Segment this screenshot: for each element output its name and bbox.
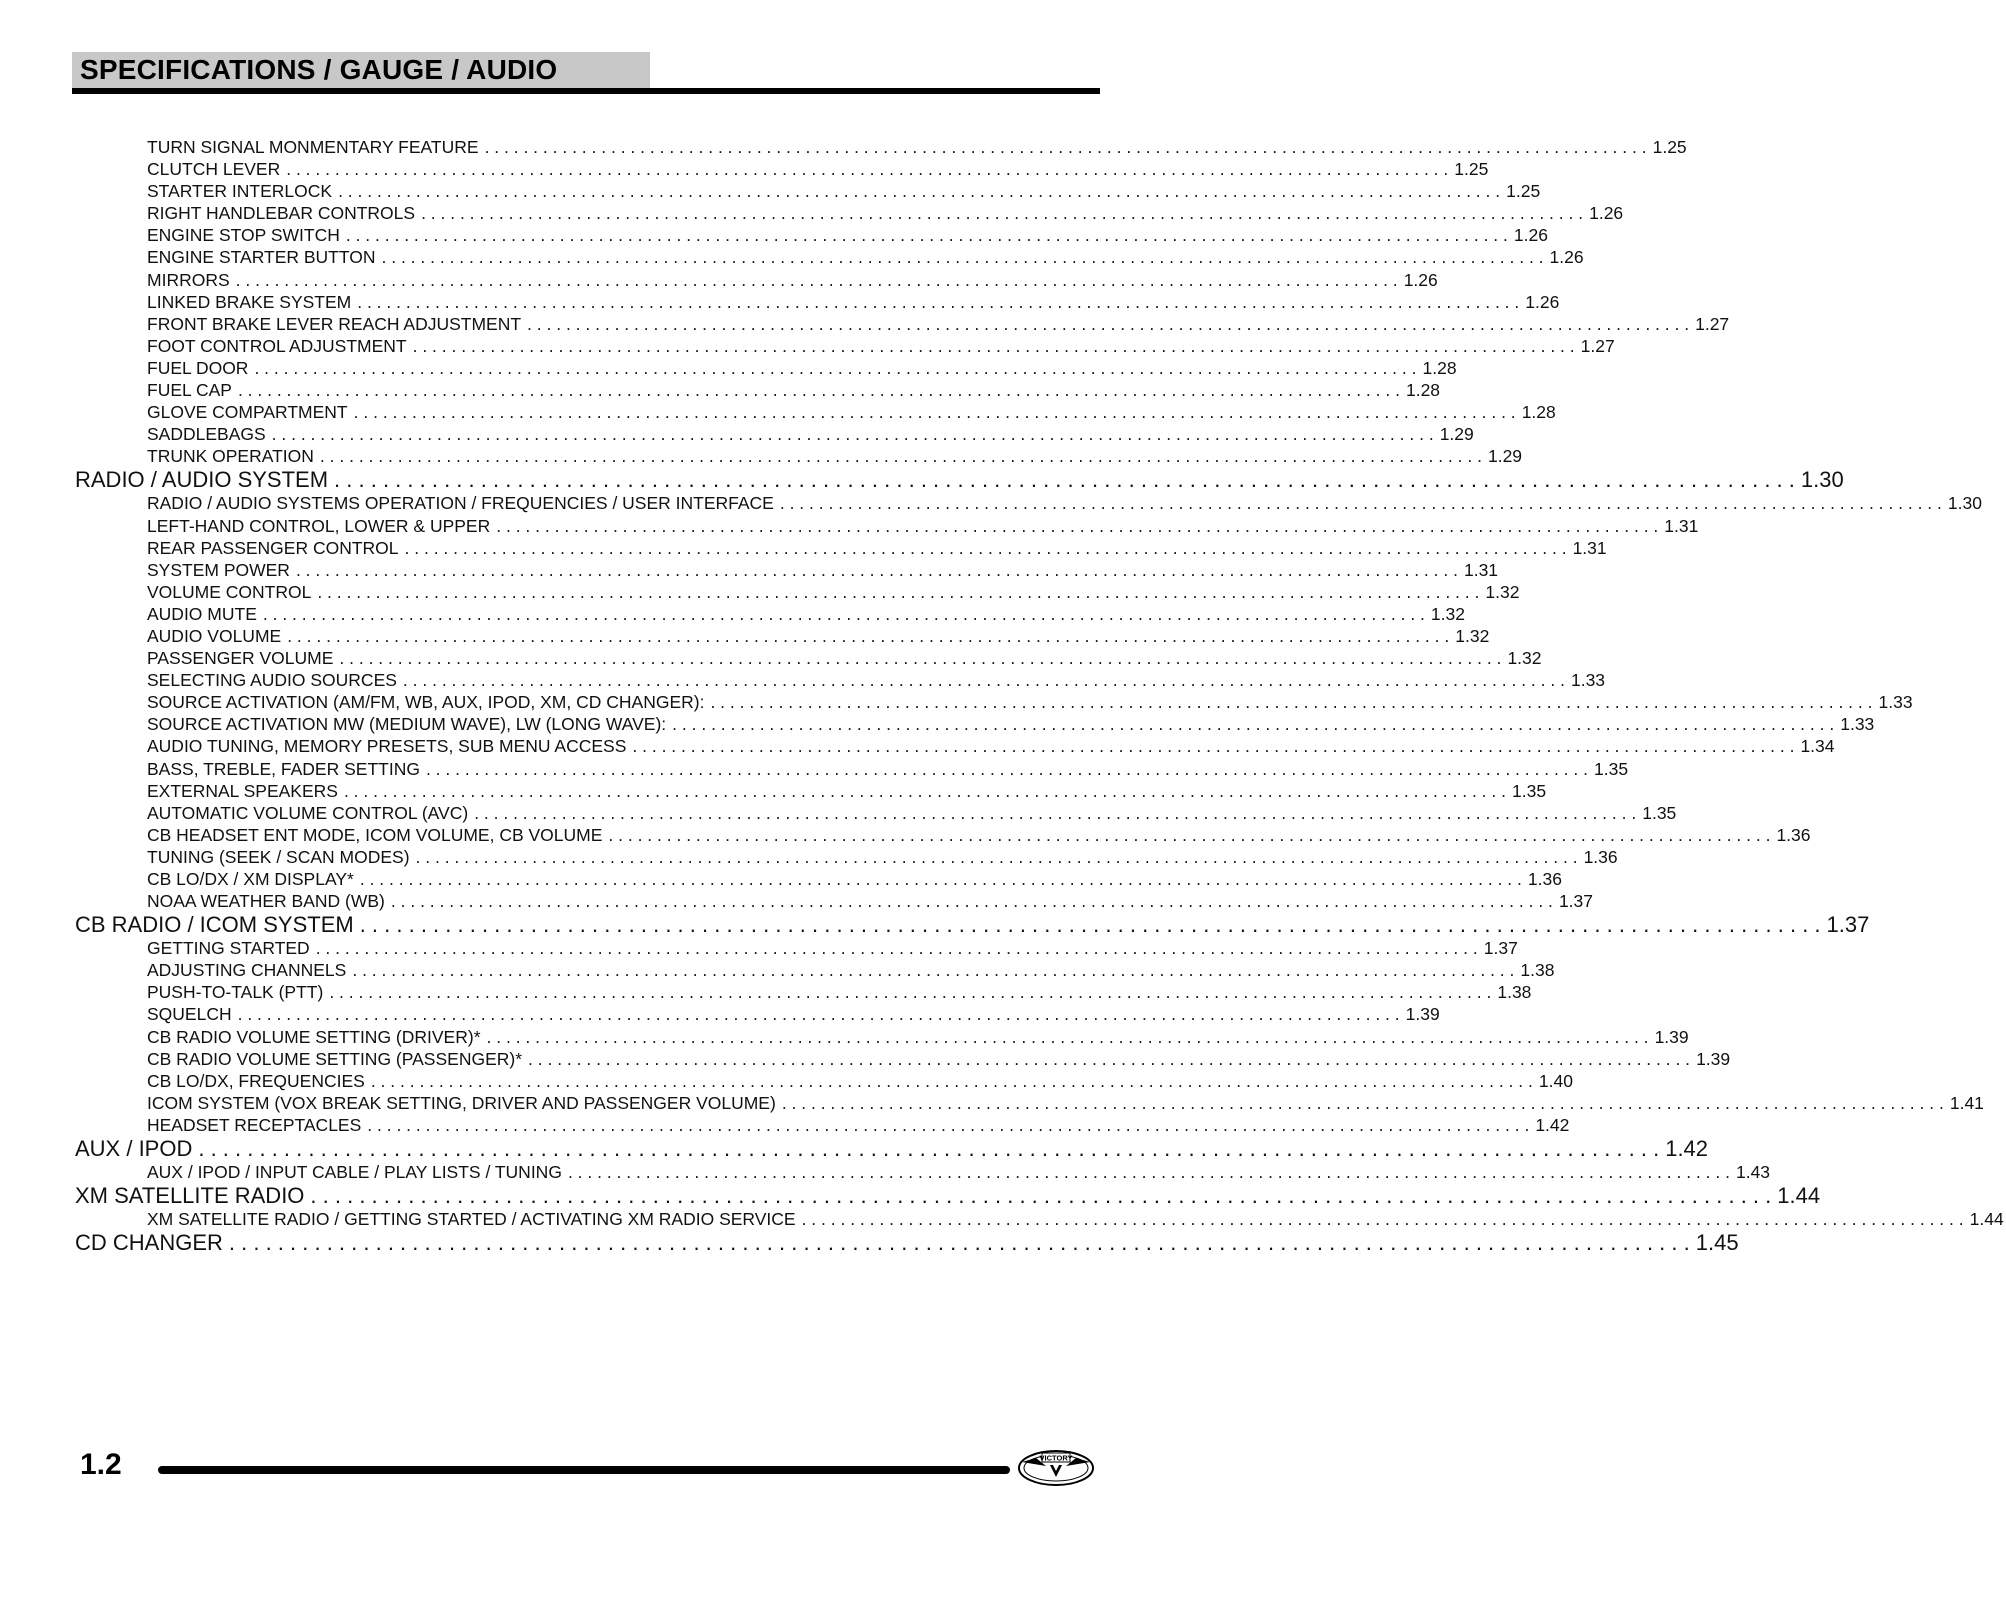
toc-dot-leader: . . . . . . . . . . . . . . . . . . . . . . . . . . . . . . . . . . . . . . . . . . . . . . . . . . . . . . . . . . . . . . . . . . . . . . . . . . . . . . . . . . . . . . . . . . . . . . . . . . . . . . . . . . . . . . . . . . . . . . . . xyxy=(315,938,1478,959)
header-rule xyxy=(72,88,1100,94)
toc-entry-label: ADJUSTING CHANNELS xyxy=(147,960,347,981)
toc-entry-label: FUEL CAP xyxy=(147,380,232,401)
toc-entry-label: XM SATELLITE RADIO xyxy=(75,1183,305,1209)
toc-entry-label: REAR PASSENGER CONTROL xyxy=(147,537,399,558)
toc-entry[interactable] xyxy=(147,758,1629,780)
toc-entry-page: 1.27 xyxy=(1695,313,1730,334)
toc-entry-page: 1.43 xyxy=(1735,1162,1771,1183)
toc-entry[interactable] xyxy=(147,180,1541,202)
toc-entry[interactable] xyxy=(147,1114,1570,1136)
toc-entry-label: CB RADIO VOLUME SETTING (PASSENGER)* xyxy=(147,1048,523,1069)
toc-entry-page: 1.26 xyxy=(1589,203,1624,224)
toc-entry-label: VOLUME CONTROL xyxy=(147,581,312,602)
toc-entry[interactable] xyxy=(147,691,1913,713)
toc-entry-label: FOOT CONTROL ADJUSTMENT xyxy=(147,335,407,356)
toc-entry-label: RIGHT HANDLEBAR CONTROLS xyxy=(147,203,416,224)
toc-entry-label: PASSENGER VOLUME xyxy=(147,648,334,669)
toc-entry[interactable] xyxy=(147,224,1548,246)
toc-entry[interactable] xyxy=(147,868,1562,890)
toc-entry-label: GETTING STARTED xyxy=(147,938,310,959)
toc-entry[interactable] xyxy=(147,1003,1440,1025)
toc-entry[interactable] xyxy=(147,647,1542,669)
toc-entry-page: 1.38 xyxy=(1520,960,1555,981)
toc-entry-page: 1.34 xyxy=(1800,736,1835,757)
toc-dot-leader: . . . . . . . . . . . . . . . . . . . . . . . . . . . . . . . . . . . . . . . . . . . . . . . . . . . . . . . . . . . . . . . . . . . . . . . . . . . . . . . . . . . . . . . . . . . . . . . . . . . . . . . . . . . . . . . . . . . . . . . . xyxy=(632,736,1795,757)
toc-entry[interactable] xyxy=(147,981,1532,1003)
toc-dot-leader: . . . . . . . . . . . . . . . . . . . . . . . . . . . . . . . . . . . . . . . . . . . . . . . . . . . . . . . . . . . . . . . . . . . . . . . . . . . . . . . . . . . . . . . . . . . . . . . . . . . . . . . . . . . . . . . . . . . . . . . . xyxy=(357,291,1520,312)
toc-entry-page: 1.36 xyxy=(1776,824,1811,845)
toc-dot-leader: . . . . . . . . . . . . . . . . . . . . . . . . . . . . . . . . . . . . . . . . . . . . . . . . . . . . . . . . . . . . . . . . . . . . . . . . . . . . . . . . . . . . . . . . . . . . . . . . . . . . . . . . . . . . . . . . . . . . . . . . xyxy=(237,1004,1400,1025)
toc-dot-leader: . . . . . . . . . . . . . . . . . . . . . . . . . . . . . . . . . . . . . . . . . . . . . . . . . . . . . . . . . . . . . . . . . . . . . . . . . . . . . . . . . . . . . . . . . . . . . . . . . . . . . . . . . . . . . . . . . . . . . . . . xyxy=(198,1136,1660,1162)
toc-entry-page: 1.32 xyxy=(1507,648,1542,669)
toc-dot-leader: . . . . . . . . . . . . . . . . . . . . . . . . . . . . . . . . . . . . . . . . . . . . . . . . . . . . . . . . . . . . . . . . . . . . . . . . . . . . . . . . . . . . . . . . . . . . . . . . . . . . . . . . . . . . . . . . . . . . . . . . xyxy=(496,515,1659,536)
toc-entry[interactable] xyxy=(147,713,1875,735)
toc-entry-label: ENGINE STOP SWITCH xyxy=(147,225,340,246)
toc-entry[interactable] xyxy=(147,537,1607,559)
toc-entry[interactable] xyxy=(147,846,1618,868)
toc-entry-page: 1.39 xyxy=(1696,1048,1731,1069)
toc-entry-page: 1.36 xyxy=(1583,846,1618,867)
toc-dot-leader: . . . . . . . . . . . . . . . . . . . . . . . . . . . . . . . . . . . . . . . . . . . . . . . . . . . . . . . . . . . . . . . . . . . . . . . . . . . . . . . . . . . . . . . . . . . . . . . . . . . . . . . . . . . . . . . . . . . . . . . . xyxy=(370,1070,1533,1091)
toc-entry-page: 1.28 xyxy=(1405,380,1441,401)
toc-dot-leader: . . . . . . . . . . . . . . . . . . . . . . . . . . . . . . . . . . . . . . . . . . . . . . . . . . . . . . . . . . . . . . . . . . . . . . . . . . . . . . . . . . . . . . . . . . . . . . . . . . . . . . . . . . . . . . . . . . . . . . . . xyxy=(672,714,1835,735)
toc-entry-page: 1.27 xyxy=(1580,335,1615,356)
toc-entry-page: 1.25 xyxy=(1506,181,1541,202)
toc-dot-leader: . . . . . . . . . . . . . . . . . . . . . . . . . . . . . . . . . . . . . . . . . . . . . . . . . . . . . . . . . . . . . . . . . . . . . . . . . . . . . . . . . . . . . . . . . . . . . . . . . . . . . . . . . . . . . . . . . . . . . . . . xyxy=(310,1183,1772,1209)
toc-dot-leader: . . . . . . . . . . . . . . . . . . . . . . . . . . . . . . . . . . . . . . . . . . . . . . . . . . . . . . . . . . . . . . . . . . . . . . . . . . . . . . . . . . . . . . . . . . . . . . . . . . . . . . . . . . . . . . . . . . . . . . . . xyxy=(415,846,1578,867)
toc-entry[interactable] xyxy=(147,890,1593,912)
toc-section-entry[interactable] xyxy=(75,1230,1739,1256)
toc-entry-page: 1.26 xyxy=(1549,247,1584,268)
toc-dot-leader: . . . . . . . . . . . . . . . . . . . . . . . . . . . . . . . . . . . . . . . . . . . . . . . . . . . . . . . . . . . . . . . . . . . . . . . . . . . . . . . . . . . . . . . . . . . . . . . . . . . . . . . . . . . . . . . . . . . . . . . . xyxy=(237,380,1400,401)
toc-entry-page: 1.29 xyxy=(1487,446,1523,467)
toc-dot-leader: . . . . . . . . . . . . . . . . . . . . . . . . . . . . . . . . . . . . . . . . . . . . . . . . . . . . . . . . . . . . . . . . . . . . . . . . . . . . . . . . . . . . . . . . . . . . . . . . . . . . . . . . . . . . . . . . . . . . . . . . xyxy=(235,269,1398,290)
toc-entry-label: ICOM SYSTEM (VOX BREAK SETTING, DRIVER AND PASSENGER VOLUME) xyxy=(147,1092,776,1113)
toc-entry[interactable] xyxy=(147,669,1606,691)
toc-entry-page: 1.29 xyxy=(1439,424,1474,445)
toc-entry-label: LEFT-HAND CONTROL, LOWER & UPPER xyxy=(147,515,491,536)
toc-entry-page: 1.25 xyxy=(1652,137,1687,157)
toc-entry-label: CLUTCH LEVER xyxy=(147,159,281,180)
toc-section-entry[interactable] xyxy=(75,912,1870,938)
toc-entry-page: 1.26 xyxy=(1513,225,1548,246)
toc-entry-page: 1.36 xyxy=(1527,869,1562,889)
toc-entry-page: 1.37 xyxy=(1826,912,1870,938)
toc-entry-label: SOURCE ACTIVATION (AM/FM, WB, AUX, IPOD, XM, CD CHANGER): xyxy=(147,692,705,713)
toc-entry-label: TUNING (SEEK / SCAN MODES) xyxy=(147,846,410,867)
toc-entry[interactable] xyxy=(147,379,1441,401)
toc-dot-leader: . . . . . . . . . . . . . . . . . . . . . . . . . . . . . . . . . . . . . . . . . . . . . . . . . . . . . . . . . . . . . . . . . . . . . . . . . . . . . . . . . . . . . . . . . . . . . . . . . . . . . . . . . . . . . . . . . . . . . . . . xyxy=(352,960,1515,981)
toc-entry-label: TURN SIGNAL MONMENTARY FEATURE xyxy=(147,137,479,157)
toc-entry-page: 1.33 xyxy=(1570,670,1606,691)
toc-entry[interactable] xyxy=(147,423,1474,445)
toc-entry-label: XM SATELLITE RADIO / GETTING STARTED / ACTIVATING XM RADIO SERVICE xyxy=(147,1209,796,1230)
toc-entry[interactable] xyxy=(147,802,1677,824)
toc-entry-label: EXTERNAL SPEAKERS xyxy=(147,780,338,801)
toc-dot-leader: . . . . . . . . . . . . . . . . . . . . . . . . . . . . . . . . . . . . . . . . . . . . . . . . . . . . . . . . . . . . . . . . . . . . . . . . . . . . . . . . . . . . . . . . . . . . . . . . . . . . . . . . . . . . . . . . . . . . . . . . xyxy=(319,446,1482,467)
toc-entry-label: MIRRORS xyxy=(147,269,230,290)
toc-entry-page: 1.35 xyxy=(1512,780,1547,801)
toc-entry-label: FRONT BRAKE LEVER REACH ADJUSTMENT xyxy=(147,313,522,334)
toc-dot-leader: . . . . . . . . . . . . . . . . . . . . . . . . . . . . . . . . . . . . . . . . . . . . . . . . . . . . . . . . . . . . . . . . . . . . . . . . . . . . . . . . . . . . . . . . . . . . . . . . . . . . . . . . . . . . . . . . . . . . . . . . xyxy=(329,982,1492,1003)
toc-entry-label: TRUNK OPERATION xyxy=(147,446,314,467)
toc-dot-leader: . . . . . . . . . . . . . . . . . . . . . . . . . . . . . . . . . . . . . . . . . . . . . . . . . . . . . . . . . . . . . . . . . . . . . . . . . . . . . . . . . . . . . . . . . . . . . . . . . . . . . . . . . . . . . . . . . . . . . . . . xyxy=(404,537,1567,558)
toc-entry-label: NOAA WEATHER BAND (WB) xyxy=(147,891,385,912)
toc-entry[interactable] xyxy=(147,1208,2004,1230)
toc-dot-leader: . . . . . . . . . . . . . . . . . . . . . . . . . . . . . . . . . . . . . . . . . . . . . . . . . . . . . . . . . . . . . . . . . . . . . . . . . . . . . . . . . . . . . . . . . . . . . . . . . . . . . . . . . . . . . . . . . . . . . . . . xyxy=(367,1114,1530,1135)
toc-entry-page: 1.41 xyxy=(1949,1092,1984,1113)
toc-entry-page: 1.25 xyxy=(1454,159,1489,180)
toc-entry[interactable] xyxy=(147,445,1523,467)
toc-entry[interactable] xyxy=(147,1026,1689,1048)
toc-entry[interactable] xyxy=(147,492,1982,514)
toc-entry-page: 1.30 xyxy=(1800,467,1844,493)
toc-dot-leader: . . . . . . . . . . . . . . . . . . . . . . . . . . . . . . . . . . . . . . . . . . . . . . . . . . . . . . . . . . . . . . . . . . . . . . . . . . . . . . . . . . . . . . . . . . . . . . . . . . . . . . . . . . . . . . . . . . . . . . . . xyxy=(338,181,1501,202)
toc-entry-page: 1.32 xyxy=(1455,625,1490,646)
toc-entry-label: CB RADIO VOLUME SETTING (DRIVER)* xyxy=(147,1026,481,1047)
toc-dot-leader: . . . . . . . . . . . . . . . . . . . . . . . . . . . . . . . . . . . . . . . . . . . . . . . . . . . . . . . . . . . . . . . . . . . . . . . . . . . . . . . . . . . . . . . . . . . . . . . . . . . . . . . . . . . . . . . . . . . . . . . . xyxy=(228,1230,1690,1256)
toc-entry[interactable] xyxy=(147,1048,1731,1070)
footer-rule xyxy=(158,1466,1010,1474)
toc-entry[interactable] xyxy=(147,136,1687,158)
toc-entry-label: CD CHANGER xyxy=(75,1230,223,1256)
toc-dot-leader: . . . . . . . . . . . . . . . . . . . . . . . . . . . . . . . . . . . . . . . . . . . . . . . . . . . . . . . . . . . . . . . . . . . . . . . . . . . . . . . . . . . . . . . . . . . . . . . . . . . . . . . . . . . . . . . . . . . . . . . . xyxy=(486,1026,1649,1047)
toc-entry-label: AUDIO TUNING, MEMORY PRESETS, SUB MENU ACCESS xyxy=(147,736,627,757)
toc-entry-label: CB LO/DX / XM DISPLAY* xyxy=(147,869,354,889)
toc-entry-label: AUDIO MUTE xyxy=(147,603,257,624)
toc-entry-page: 1.31 xyxy=(1463,559,1499,580)
toc-entry-page: 1.40 xyxy=(1538,1070,1573,1091)
toc-dot-leader: . . . . . . . . . . . . . . . . . . . . . . . . . . . . . . . . . . . . . . . . . . . . . . . . . . . . . . . . . . . . . . . . . . . . . . . . . . . . . . . . . . . . . . . . . . . . . . . . . . . . . . . . . . . . . . . . . . . . . . . . xyxy=(345,225,1508,246)
toc-entry-page: 1.31 xyxy=(1664,515,1699,536)
toc-entry-page: 1.39 xyxy=(1654,1026,1689,1047)
toc-section-entry[interactable] xyxy=(75,1136,1709,1162)
toc-entry-page: 1.32 xyxy=(1485,581,1520,602)
toc-entry-label: HEADSET RECEPTACLES xyxy=(147,1114,362,1135)
toc-entry-label: STARTER INTERLOCK xyxy=(147,181,333,202)
toc-entry[interactable] xyxy=(147,625,1490,647)
toc-entry[interactable] xyxy=(147,158,1489,180)
toc-entry[interactable] xyxy=(147,202,1624,224)
toc-entry-label: AUX / IPOD xyxy=(75,1136,193,1162)
toc-entry-label: GLOVE COMPARTMENT xyxy=(147,402,348,423)
toc-dot-leader: . . . . . . . . . . . . . . . . . . . . . . . . . . . . . . . . . . . . . . . . . . . . . . . . . . . . . . . . . . . . . . . . . . . . . . . . . . . . . . . . . . . . . . . . . . . . . . . . . . . . . . . . . . . . . . . . . . . . . . . . xyxy=(359,869,1522,889)
toc-entry-page: 1.37 xyxy=(1483,938,1518,959)
toc-entry-label: AUDIO VOLUME xyxy=(147,625,282,646)
toc-entry-page: 1.26 xyxy=(1403,269,1438,290)
toc-section-entry[interactable] xyxy=(75,467,1844,493)
toc-entry-page: 1.42 xyxy=(1665,1136,1709,1162)
toc-entry[interactable] xyxy=(147,581,1520,603)
toc-entry[interactable] xyxy=(147,357,1457,379)
toc-entry-label: SQUELCH xyxy=(147,1004,232,1025)
toc-dot-leader: . . . . . . . . . . . . . . . . . . . . . . . . . . . . . . . . . . . . . . . . . . . . . . . . . . . . . . . . . . . . . . . . . . . . . . . . . . . . . . . . . . . . . . . . . . . . . . . . . . . . . . . . . . . . . . . . . . . . . . . . xyxy=(528,1048,1691,1069)
toc-entry-page: 1.44 xyxy=(1969,1209,2004,1230)
toc-entry-page: 1.31 xyxy=(1572,537,1607,558)
toc-entry-page: 1.32 xyxy=(1430,603,1465,624)
toc-entry[interactable] xyxy=(147,603,1465,625)
toc-dot-leader: . . . . . . . . . . . . . . . . . . . . . . . . . . . . . . . . . . . . . . . . . . . . . . . . . . . . . . . . . . . . . . . . . . . . . . . . . . . . . . . . . . . . . . . . . . . . . . . . . . . . . . . . . . . . . . . . . . . . . . . . xyxy=(359,912,1821,938)
toc-dot-leader: . . . . . . . . . . . . . . . . . . . . . . . . . . . . . . . . . . . . . . . . . . . . . . . . . . . . . . . . . . . . . . . . . . . . . . . . . . . . . . . . . . . . . . . . . . . . . . . . . . . . . . . . . . . . . . . . . . . . . . . . xyxy=(781,1092,1944,1113)
toc-entry-label: LINKED BRAKE SYSTEM xyxy=(147,291,352,312)
toc-entry-page: 1.35 xyxy=(1594,758,1629,779)
toc-dot-leader: . . . . . . . . . . . . . . . . . . . . . . . . . . . . . . . . . . . . . . . . . . . . . . . . . . . . . . . . . . . . . . . . . . . . . . . . . . . . . . . . . . . . . . . . . . . . . . . . . . . . . . . . . . . . . . . . . . . . . . . . xyxy=(262,603,1425,624)
toc-entry-page: 1.39 xyxy=(1405,1004,1440,1025)
toc-dot-leader: . . . . . . . . . . . . . . . . . . . . . . . . . . . . . . . . . . . . . . . . . . . . . . . . . . . . . . . . . . . . . . . . . . . . . . . . . . . . . . . . . . . . . . . . . . . . . . . . . . . . . . . . . . . . . . . . . . . . . . . . xyxy=(271,424,1434,445)
toc-dot-leader: . . . . . . . . . . . . . . . . . . . . . . . . . . . . . . . . . . . . . . . . . . . . . . . . . . . . . . . . . . . . . . . . . . . . . . . . . . . . . . . . . . . . . . . . . . . . . . . . . . . . . . . . . . . . . . . . . . . . . . . . xyxy=(608,824,1771,845)
toc-entry-page: 1.38 xyxy=(1497,982,1532,1003)
toc-entry-label: SOURCE ACTIVATION MW (MEDIUM WAVE), LW (LONG WAVE): xyxy=(147,714,667,735)
toc-entry[interactable] xyxy=(147,313,1730,335)
toc-dot-leader: . . . . . . . . . . . . . . . . . . . . . . . . . . . . . . . . . . . . . . . . . . . . . . . . . . . . . . . . . . . . . . . . . . . . . . . . . . . . . . . . . . . . . . . . . . . . . . . . . . . . . . . . . . . . . . . . . . . . . . . . xyxy=(425,758,1588,779)
toc-dot-leader: . . . . . . . . . . . . . . . . . . . . . . . . . . . . . . . . . . . . . . . . . . . . . . . . . . . . . . . . . . . . . . . . . . . . . . . . . . . . . . . . . . . . . . . . . . . . . . . . . . . . . . . . . . . . . . . . . . . . . . . . xyxy=(334,467,1795,493)
toc-entry-label: RADIO / AUDIO SYSTEMS OPERATION / FREQUENCIES / USER INTERFACE xyxy=(147,493,774,514)
toc-entry-page: 1.45 xyxy=(1695,1230,1739,1256)
toc-entry-page: 1.30 xyxy=(1947,493,1982,514)
toc-dot-leader: . . . . . . . . . . . . . . . . . . . . . . . . . . . . . . . . . . . . . . . . . . . . . . . . . . . . . . . . . . . . . . . . . . . . . . . . . . . . . . . . . . . . . . . . . . . . . . . . . . . . . . . . . . . . . . . . . . . . . . . . xyxy=(343,780,1506,801)
toc-dot-leader: . . . . . . . . . . . . . . . . . . . . . . . . . . . . . . . . . . . . . . . . . . . . . . . . . . . . . . . . . . . . . . . . . . . . . . . . . . . . . . . . . . . . . . . . . . . . . . . . . . . . . . . . . . . . . . . . . . . . . . . . xyxy=(339,648,1502,669)
toc-dot-leader: . . . . . . . . . . . . . . . . . . . . . . . . . . . . . . . . . . . . . . . . . . . . . . . . . . . . . . . . . . . . . . . . . . . . . . . . . . . . . . . . . . . . . . . . . . . . . . . . . . . . . . . . . . . . . . . . . . . . . . . . xyxy=(412,335,1575,356)
toc-entry-page: 1.37 xyxy=(1558,891,1593,912)
toc-entry-label: RADIO / AUDIO SYSTEM xyxy=(75,467,329,493)
toc-entry[interactable] xyxy=(147,780,1547,802)
toc-entry[interactable] xyxy=(147,269,1438,291)
toc-entry[interactable] xyxy=(147,1092,1984,1114)
footer-page-number: 1.2 xyxy=(80,1448,122,1481)
toc-dot-leader: . . . . . . . . . . . . . . . . . . . . . . . . . . . . . . . . . . . . . . . . . . . . . . . . . . . . . . . . . . . . . . . . . . . . . . . . . . . . . . . . . . . . . . . . . . . . . . . . . . . . . . . . . . . . . . . . . . . . . . . . xyxy=(254,357,1417,378)
table-of-contents xyxy=(0,136,2004,1256)
toc-dot-leader: . . . . . . . . . . . . . . . . . . . . . . . . . . . . . . . . . . . . . . . . . . . . . . . . . . . . . . . . . . . . . . . . . . . . . . . . . . . . . . . . . . . . . . . . . . . . . . . . . . . . . . . . . . . . . . . . . . . . . . . . xyxy=(567,1162,1730,1183)
toc-entry-page: 1.33 xyxy=(1878,692,1913,713)
toc-dot-leader: . . . . . . . . . . . . . . . . . . . . . . . . . . . . . . . . . . . . . . . . . . . . . . . . . . . . . . . . . . . . . . . . . . . . . . . . . . . . . . . . . . . . . . . . . . . . . . . . . . . . . . . . . . . . . . . . . . . . . . . . xyxy=(402,670,1565,691)
toc-entry[interactable] xyxy=(147,401,1556,423)
toc-dot-leader: . . . . . . . . . . . . . . . . . . . . . . . . . . . . . . . . . . . . . . . . . . . . . . . . . . . . . . . . . . . . . . . . . . . . . . . . . . . . . . . . . . . . . . . . . . . . . . . . . . . . . . . . . . . . . . . . . . . . . . . . xyxy=(286,159,1449,180)
toc-dot-leader: . . . . . . . . . . . . . . . . . . . . . . . . . . . . . . . . . . . . . . . . . . . . . . . . . . . . . . . . . . . . . . . . . . . . . . . . . . . . . . . . . . . . . . . . . . . . . . . . . . . . . . . . . . . . . . . . . . . . . . . . xyxy=(287,625,1450,646)
toc-entry-page: 1.42 xyxy=(1535,1114,1570,1135)
toc-entry-label: SELECTING AUDIO SOURCES xyxy=(147,670,397,691)
toc-entry-label: CB LO/DX, FREQUENCIES xyxy=(147,1070,365,1091)
toc-entry-page: 1.33 xyxy=(1840,714,1875,735)
toc-entry[interactable] xyxy=(147,515,1699,537)
toc-entry-label: CB HEADSET ENT MODE, ICOM VOLUME, CB VOLUME xyxy=(147,824,603,845)
toc-entry[interactable] xyxy=(147,1161,1771,1183)
toc-entry-label: AUTOMATIC VOLUME CONTROL (AVC) xyxy=(147,802,469,823)
toc-entry-label: SADDLEBAGS xyxy=(147,424,266,445)
toc-entry[interactable] xyxy=(147,246,1584,268)
toc-entry-page: 1.44 xyxy=(1777,1183,1821,1209)
logo-text: VICTORY xyxy=(1039,1453,1073,1463)
toc-entry-label: BASS, TREBLE, FADER SETTING xyxy=(147,758,420,779)
toc-entry[interactable] xyxy=(147,291,1560,313)
page-title: SPECIFICATIONS / GAUGE / AUDIO xyxy=(80,54,558,85)
toc-entry-label: ENGINE STARTER BUTTON xyxy=(147,247,376,268)
toc-entry[interactable] xyxy=(147,335,1615,357)
toc-entry-page: 1.28 xyxy=(1422,357,1457,378)
toc-entry-page: 1.28 xyxy=(1521,402,1556,423)
victory-logo-icon xyxy=(1016,1444,1096,1492)
toc-entry-page: 1.26 xyxy=(1525,291,1560,312)
toc-entry[interactable] xyxy=(147,824,1811,846)
toc-dot-leader: . . . . . . . . . . . . . . . . . . . . . . . . . . . . . . . . . . . . . . . . . . . . . . . . . . . . . . . . . . . . . . . . . . . . . . . . . . . . . . . . . . . . . . . . . . . . . . . . . . . . . . . . . . . . . . . . . . . . . . . . xyxy=(390,891,1553,912)
toc-dot-leader: . . . . . . . . . . . . . . . . . . . . . . . . . . . . . . . . . . . . . . . . . . . . . . . . . . . . . . . . . . . . . . . . . . . . . . . . . . . . . . . . . . . . . . . . . . . . . . . . . . . . . . . . . . . . . . . . . . . . . . . . xyxy=(527,313,1690,334)
toc-dot-leader: . . . . . . . . . . . . . . . . . . . . . . . . . . . . . . . . . . . . . . . . . . . . . . . . . . . . . . . . . . . . . . . . . . . . . . . . . . . . . . . . . . . . . . . . . . . . . . . . . . . . . . . . . . . . . . . . . . . . . . . . xyxy=(779,493,1942,514)
toc-dot-leader: . . . . . . . . . . . . . . . . . . . . . . . . . . . . . . . . . . . . . . . . . . . . . . . . . . . . . . . . . . . . . . . . . . . . . . . . . . . . . . . . . . . . . . . . . . . . . . . . . . . . . . . . . . . . . . . . . . . . . . . . xyxy=(801,1209,1964,1230)
toc-entry[interactable] xyxy=(147,559,1499,581)
toc-entry[interactable] xyxy=(147,735,1835,757)
toc-dot-leader: . . . . . . . . . . . . . . . . . . . . . . . . . . . . . . . . . . . . . . . . . . . . . . . . . . . . . . . . . . . . . . . . . . . . . . . . . . . . . . . . . . . . . . . . . . . . . . . . . . . . . . . . . . . . . . . . . . . . . . . . xyxy=(381,247,1544,268)
toc-entry[interactable] xyxy=(147,937,1518,959)
toc-dot-leader: . . . . . . . . . . . . . . . . . . . . . . . . . . . . . . . . . . . . . . . . . . . . . . . . . . . . . . . . . . . . . . . . . . . . . . . . . . . . . . . . . . . . . . . . . . . . . . . . . . . . . . . . . . . . . . . . . . . . . . . . xyxy=(317,581,1480,602)
toc-entry-label: AUX / IPOD / INPUT CABLE / PLAY LISTS / TUNING xyxy=(147,1162,562,1183)
toc-dot-leader: . . . . . . . . . . . . . . . . . . . . . . . . . . . . . . . . . . . . . . . . . . . . . . . . . . . . . . . . . . . . . . . . . . . . . . . . . . . . . . . . . . . . . . . . . . . . . . . . . . . . . . . . . . . . . . . . . . . . . . . . xyxy=(295,559,1458,580)
toc-dot-leader: . . . . . . . . . . . . . . . . . . . . . . . . . . . . . . . . . . . . . . . . . . . . . . . . . . . . . . . . . . . . . . . . . . . . . . . . . . . . . . . . . . . . . . . . . . . . . . . . . . . . . . . . . . . . . . . . . . . . . . . . xyxy=(353,402,1516,423)
toc-dot-leader: . . . . . . . . . . . . . . . . . . . . . . . . . . . . . . . . . . . . . . . . . . . . . . . . . . . . . . . . . . . . . . . . . . . . . . . . . . . . . . . . . . . . . . . . . . . . . . . . . . . . . . . . . . . . . . . . . . . . . . . . xyxy=(710,692,1873,713)
toc-dot-leader: . . . . . . . . . . . . . . . . . . . . . . . . . . . . . . . . . . . . . . . . . . . . . . . . . . . . . . . . . . . . . . . . . . . . . . . . . . . . . . . . . . . . . . . . . . . . . . . . . . . . . . . . . . . . . . . . . . . . . . . . xyxy=(484,137,1647,157)
toc-entry-label: FUEL DOOR xyxy=(147,357,249,378)
toc-entry-label: PUSH-TO-TALK (PTT) xyxy=(147,982,324,1003)
toc-entry[interactable] xyxy=(147,959,1555,981)
toc-dot-leader: . . . . . . . . . . . . . . . . . . . . . . . . . . . . . . . . . . . . . . . . . . . . . . . . . . . . . . . . . . . . . . . . . . . . . . . . . . . . . . . . . . . . . . . . . . . . . . . . . . . . . . . . . . . . . . . . . . . . . . . . xyxy=(474,802,1637,823)
toc-section-entry[interactable] xyxy=(75,1183,1821,1209)
toc-entry-label: CB RADIO / ICOM SYSTEM xyxy=(75,912,354,938)
toc-entry-page: 1.35 xyxy=(1642,802,1677,823)
toc-dot-leader: . . . . . . . . . . . . . . . . . . . . . . . . . . . . . . . . . . . . . . . . . . . . . . . . . . . . . . . . . . . . . . . . . . . . . . . . . . . . . . . . . . . . . . . . . . . . . . . . . . . . . . . . . . . . . . . . . . . . . . . . xyxy=(421,203,1584,224)
toc-entry[interactable] xyxy=(147,1070,1573,1092)
toc-entry-label: SYSTEM POWER xyxy=(147,559,290,580)
